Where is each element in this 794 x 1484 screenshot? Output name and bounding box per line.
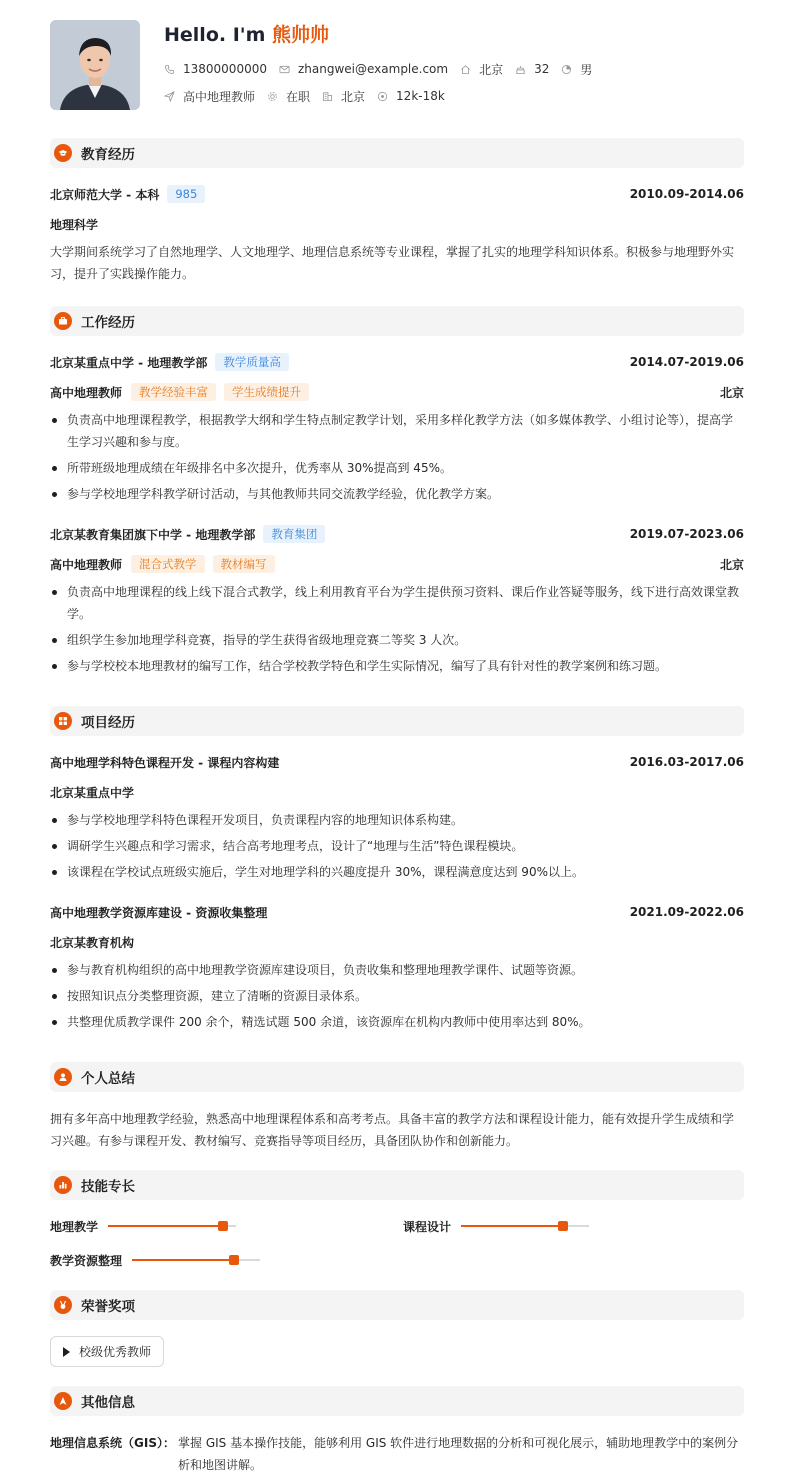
skill-item (50, 1251, 260, 1269)
school-name: 北京师范大学 - 本科 (50, 187, 160, 202)
role-name: 高中地理教师 (50, 385, 123, 400)
skill-knob (218, 1221, 228, 1231)
project-org: 北京某教育机构 (50, 935, 135, 950)
status-item (267, 88, 310, 105)
section-title: 项目经历 (81, 715, 135, 731)
work-role-group (50, 555, 275, 573)
other-info-label: 地理信息系统（GIS）： (50, 1436, 175, 1450)
mail-icon (279, 64, 290, 75)
list-item: 负责高中地理课程的线上线下混合式教学，线上利用教育平台为学生提供预习资料、课后作业答疑等服务，线下进行高效课堂教学。 (50, 581, 744, 625)
section-project-heading (50, 706, 744, 736)
skill-item (50, 1217, 236, 1235)
project-bullets (50, 959, 744, 1033)
user-icon (54, 1068, 72, 1086)
job-row (164, 87, 604, 105)
section-title: 技能专长 (81, 1179, 135, 1195)
gender-icon (561, 64, 572, 75)
position-value: 高中地理教师 (183, 89, 256, 104)
education-entry (50, 185, 744, 285)
role-tag: 学生成绩提升 (224, 383, 309, 401)
project-entry (50, 903, 744, 1033)
school-tag: 985 (167, 185, 205, 203)
work-bullets (50, 581, 744, 677)
salary-value: 12k-18k (396, 89, 445, 103)
company-tag: 教学质量高 (215, 353, 289, 371)
education-description: 大学期间系统学习了自然地理学、人文地理学、地理信息系统等专业课程，掌握了扎实的地理学科知识体系。积极参与地理野外实习，提升了实践操作能力。 (50, 245, 735, 281)
resume-header (50, 20, 744, 118)
project-entry (50, 753, 744, 883)
work-role-row (50, 383, 744, 401)
project-title: 高中地理学科特色课程开发 - 课程内容构建 (50, 755, 280, 770)
bar-chart-icon (54, 1176, 72, 1194)
skill-name: 教学资源整理 (50, 1253, 123, 1268)
work-bullets (50, 409, 744, 505)
project-org: 北京某重点中学 (50, 785, 135, 800)
salary-item (377, 89, 445, 103)
gear-icon (267, 91, 278, 102)
work-company-row (50, 525, 744, 543)
medal-icon (54, 1296, 72, 1314)
section-other-heading (50, 1386, 744, 1416)
city-value: 北京 (341, 89, 366, 104)
age-icon (515, 64, 526, 75)
company-name: 北京某教育集团旗下中学 - 地理教学部 (50, 527, 256, 542)
work-entry (50, 353, 744, 505)
greeting-text: Hello. I'm (164, 24, 272, 46)
section-work-heading (50, 306, 744, 336)
play-triangle-icon (63, 1347, 70, 1357)
work-city: 北京 (719, 557, 744, 572)
education-header-row (50, 185, 744, 203)
skill-fill (132, 1259, 234, 1261)
major: 地理科学 (50, 217, 99, 232)
greeting-title (164, 22, 604, 48)
summary-text: 拥有多年高中地理教学经验，熟悉高中地理课程体系和高考考点。具备丰富的教学方法和课程设计能力，能有效提升学生成绩和学习兴趣。有参与课程开发、教材编写、竞赛指导等项目经历，具备团队协作和创新能力。 (50, 1112, 735, 1148)
graduation-cap-icon (54, 144, 72, 162)
other-info-text: 掌握 GIS 基本操作技能，能够利用 GIS 软件进行地理数据的分析和可视化展示，辅助地理教学中的案例分析和地图讲解。 (178, 1436, 739, 1472)
location-value: 北京 (479, 62, 504, 77)
skill-knob (229, 1255, 239, 1265)
work-entry (50, 525, 744, 677)
work-company-row (50, 353, 744, 371)
phone-icon (164, 64, 175, 75)
section-skills-heading (50, 1170, 744, 1200)
project-header-row (50, 903, 744, 921)
candidate-name: 熊帅帅 (272, 24, 330, 46)
list-item: 参与学校校本地理教材的编写工作，结合学校教学特色和学生实际情况，编写了具有针对性的教学案例和练习题。 (50, 655, 744, 677)
location-item (460, 61, 503, 78)
city-item (322, 88, 365, 105)
list-item: 参与教育机构组织的高中地理教学资源库建设项目，负责收集和整理地理教学课件、试题等资源。 (50, 959, 744, 981)
project-date: 2021.09-2022.06 (629, 905, 744, 919)
project-org-row (50, 783, 744, 801)
section-awards-heading (50, 1290, 744, 1320)
major-row (50, 215, 744, 233)
skill-slider (108, 1225, 236, 1227)
phone-value: 13800000000 (183, 62, 267, 76)
other-info-item (50, 1432, 744, 1476)
project-org-row (50, 933, 744, 951)
section-education-heading (50, 138, 744, 168)
email-value: zhangwei@example.com (297, 62, 449, 76)
section-summary-heading (50, 1062, 744, 1092)
skill-name: 地理教学 (50, 1219, 99, 1234)
role-name: 高中地理教师 (50, 557, 123, 572)
work-role-row (50, 555, 744, 573)
list-item: 共整理优质教学课件 200 余个，精选试题 500 余道，该资源库在机构内教师中使用率达到 80%。 (50, 1011, 744, 1033)
work-company-group (50, 353, 289, 371)
section-title: 荣誉奖项 (81, 1299, 135, 1315)
list-item: 按照知识点分类整理资源，建立了清晰的资源目录体系。 (50, 985, 744, 1007)
project-date: 2016.03-2017.06 (629, 755, 744, 769)
skill-slider (132, 1259, 260, 1261)
work-date: 2014.07-2019.06 (629, 355, 744, 369)
home-icon (460, 64, 471, 75)
section-title: 工作经历 (81, 315, 135, 331)
list-item: 该课程在学校试点班级实施后，学生对地理学科的兴趣度提升 30%，课程满意度达到 90%以上。 (50, 861, 744, 883)
role-tag: 教材编写 (213, 555, 275, 573)
skill-slider (461, 1225, 589, 1227)
send-icon (164, 91, 175, 102)
list-item: 组织学生参加地理学科竞赛，指导的学生获得省级地理竞赛二等奖 3 人次。 (50, 629, 744, 651)
skill-fill (108, 1225, 223, 1227)
company-tag: 教育集团 (263, 525, 325, 543)
position-item (164, 88, 255, 105)
skill-knob (558, 1221, 568, 1231)
award-item-toggle[interactable] (50, 1336, 164, 1367)
section-title: 个人总结 (81, 1071, 135, 1087)
role-tag: 教学经验丰富 (131, 383, 216, 401)
phone-item (164, 62, 267, 76)
age-item (515, 62, 549, 76)
status-value: 在职 (286, 89, 311, 104)
grid-icon (54, 712, 72, 730)
skill-item (403, 1217, 589, 1235)
money-icon (377, 91, 388, 102)
work-date: 2019.07-2023.06 (629, 527, 744, 541)
project-header-row (50, 753, 744, 771)
compass-icon (54, 1392, 72, 1410)
project-title: 高中地理教学资源库建设 - 资源收集整理 (50, 905, 268, 920)
work-city: 北京 (719, 385, 744, 400)
project-bullets (50, 809, 744, 883)
age-value: 32 (534, 62, 550, 76)
list-item: 所带班级地理成绩在年级排名中多次提升，优秀率从 30%提高到 45%。 (50, 457, 744, 479)
contact-row (164, 60, 604, 78)
section-title: 其他信息 (81, 1395, 135, 1411)
work-role-group (50, 383, 309, 401)
building-icon (322, 91, 333, 102)
education-date: 2010.09-2014.06 (629, 187, 744, 201)
list-item: 参与学校地理学科教学研讨活动，与其他教师共同交流教学经验，优化教学方案。 (50, 483, 744, 505)
role-tag: 混合式教学 (131, 555, 205, 573)
award-label: 校级优秀教师 (79, 1345, 152, 1359)
section-title: 教育经历 (81, 147, 135, 163)
gender-value: 男 (580, 62, 593, 77)
education-school-group (50, 185, 205, 203)
list-item: 参与学校地理学科特色课程开发项目，负责课程内容的地理知识体系构建。 (50, 809, 744, 831)
list-item: 负责高中地理课程教学，根据教学大纲和学生特点制定教学计划，采用多样化教学方法（如多媒体教学、小组讨论等），提高学生学习兴趣和参与度。 (50, 409, 744, 453)
company-name: 北京某重点中学 - 地理教学部 (50, 355, 208, 370)
skill-name: 课程设计 (403, 1219, 452, 1234)
skill-fill (461, 1225, 563, 1227)
avatar (50, 20, 140, 110)
email-item (279, 62, 448, 76)
work-company-group (50, 525, 325, 543)
gender-item (561, 61, 592, 78)
briefcase-icon (54, 312, 72, 330)
list-item: 调研学生兴趣点和学习需求，结合高考地理考点，设计了“地理与生活”特色课程模块。 (50, 835, 744, 857)
